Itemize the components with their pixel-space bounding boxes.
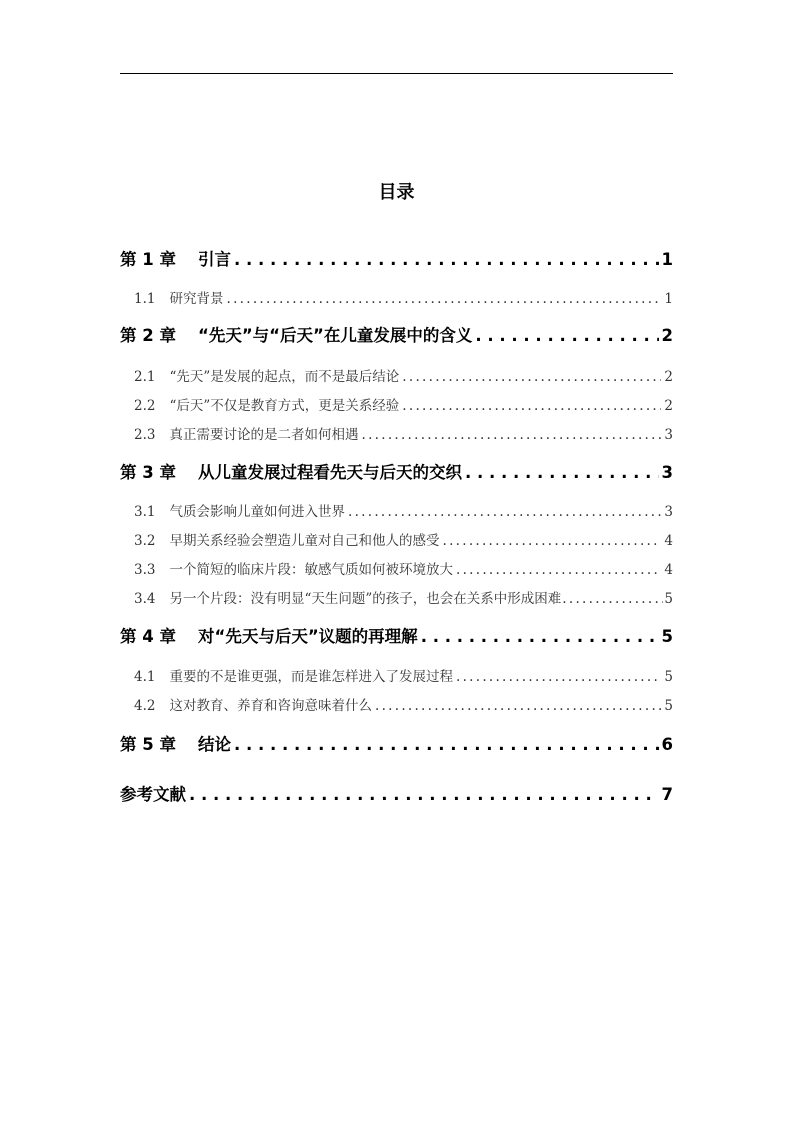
toc-entry-label xyxy=(120,322,472,346)
leader-dots xyxy=(465,463,659,482)
leader-dots xyxy=(234,250,659,269)
toc-page-number: 2 xyxy=(664,398,673,414)
leader-dots xyxy=(402,369,661,385)
toc-entry-number: 4.2 xyxy=(134,698,156,714)
toc-entry-number: 4.1 xyxy=(134,669,156,685)
toc-entry-number: 3.2 xyxy=(134,533,156,549)
toc-entry[interactable] xyxy=(134,500,673,520)
leader-dots xyxy=(456,669,661,685)
toc-entry-text: “后天”不仅是教育方式，更是关系经验 xyxy=(169,398,400,414)
toc-entry-number: 2.1 xyxy=(134,369,156,385)
toc-entry-text: 早期关系经验会塑造儿童对自己和他人的感受 xyxy=(169,533,440,549)
toc-entry[interactable] xyxy=(134,423,673,443)
toc-page-number: 2 xyxy=(664,369,673,385)
toc-entry[interactable] xyxy=(120,623,673,647)
toc-entry-label xyxy=(134,500,345,520)
toc-entry-text: 参考文献 xyxy=(120,785,186,804)
leader-dots xyxy=(456,562,661,578)
toc-entry[interactable] xyxy=(120,459,673,483)
leader-dots xyxy=(402,398,661,414)
toc-entry[interactable] xyxy=(134,287,673,307)
toc-page-number: 3 xyxy=(664,427,673,443)
toc-entry-label xyxy=(134,423,358,443)
toc-entry-number: 3.4 xyxy=(134,591,156,607)
toc-entry-number: 第 1 章 xyxy=(120,250,176,269)
toc-entry-text: 对“先天与后天”议题的再理解 xyxy=(197,627,418,646)
toc-entry[interactable] xyxy=(134,587,673,607)
toc-entry-label xyxy=(134,665,453,685)
toc-page-number: 4 xyxy=(664,562,673,578)
toc-entry-text: 从儿童发展过程看先天与后天的交织 xyxy=(197,463,462,482)
toc-entry[interactable] xyxy=(134,665,673,685)
toc-entry-text: “先天”与“后天”在儿童发展中的含义 xyxy=(197,326,473,345)
toc-entry-label xyxy=(120,781,186,805)
toc-entry-number: 1.1 xyxy=(134,291,156,307)
toc-entry-text: “先天”是发展的起点，而不是最后结论 xyxy=(169,369,400,385)
toc-entry[interactable] xyxy=(134,365,673,385)
toc-entry[interactable] xyxy=(134,529,673,549)
leader-dots xyxy=(189,785,659,804)
toc-entry-text: 真正需要讨论的是二者如何相遇 xyxy=(169,427,359,443)
toc-entry-text: 一个简短的临床片段：敏感气质如何被环境放大 xyxy=(169,562,453,578)
toc-title: 目录 xyxy=(378,182,415,203)
toc-entry[interactable] xyxy=(120,322,673,346)
leader-dots xyxy=(421,627,659,646)
toc-entry-text: 另一个片段：没有明显“天生问题”的孩子，也会在关系中形成困难 xyxy=(169,591,562,607)
toc-entry[interactable] xyxy=(120,781,673,805)
toc-page-number: 5 xyxy=(664,591,673,607)
toc-entry-number: 第 5 章 xyxy=(120,735,176,754)
toc-page-number: 5 xyxy=(661,627,673,646)
leader-dots xyxy=(375,698,661,714)
toc-entry-label xyxy=(120,459,462,483)
toc-page-number: 3 xyxy=(661,463,673,482)
toc-entry-text: 这对教育、养育和咨询意味着什么 xyxy=(169,698,372,714)
toc-entry-label xyxy=(134,694,372,714)
toc-entry-text: 引言 xyxy=(197,250,231,269)
toc-entry-label xyxy=(134,365,399,385)
toc-entry-number: 第 3 章 xyxy=(120,463,176,482)
toc-page-number: 7 xyxy=(661,785,673,804)
toc-entry-label xyxy=(134,394,399,414)
toc-page-number: 2 xyxy=(661,326,673,345)
toc-entry-label xyxy=(120,246,231,270)
leader-dots xyxy=(234,735,659,754)
toc-entry-number: 第 4 章 xyxy=(120,627,176,646)
toc-page-number: 5 xyxy=(664,698,673,714)
leader-dots xyxy=(361,427,661,443)
toc-entry-number: 第 2 章 xyxy=(120,326,176,345)
toc-entry-text: 结论 xyxy=(197,735,231,754)
leader-dots xyxy=(442,533,661,549)
toc-entry[interactable] xyxy=(134,694,673,714)
toc-entry-label xyxy=(134,287,223,307)
toc-entry[interactable] xyxy=(120,731,673,755)
toc-entry[interactable] xyxy=(134,394,673,414)
toc-page-number: 4 xyxy=(664,533,673,549)
header-rule xyxy=(120,73,673,74)
toc-entry-number: 2.3 xyxy=(134,427,156,443)
leader-dots xyxy=(475,326,658,345)
toc-entry-text: 研究背景 xyxy=(169,291,224,307)
leader-dots xyxy=(348,504,661,520)
toc-page-number: 1 xyxy=(661,250,673,269)
toc-entry-label xyxy=(120,623,418,647)
toc-entry-text: 气质会影响儿童如何进入世界 xyxy=(169,504,345,520)
toc-page-number: 5 xyxy=(664,669,673,685)
toc-entry-label xyxy=(120,731,231,755)
toc-entry-number: 2.2 xyxy=(134,398,156,414)
toc-entry-number: 3.1 xyxy=(134,504,156,520)
toc-entry[interactable] xyxy=(134,558,673,578)
toc-page-number: 3 xyxy=(664,504,673,520)
toc-entry-label xyxy=(134,529,439,549)
toc-page-number: 6 xyxy=(661,735,673,754)
toc-page-number: 1 xyxy=(664,291,673,307)
toc-entry-label xyxy=(134,558,453,578)
toc-entry-label xyxy=(134,587,561,607)
toc-entry-number: 3.3 xyxy=(134,562,156,578)
toc-entry-text: 重要的不是谁更强，而是谁怎样进入了发展过程 xyxy=(169,669,453,685)
leader-dots xyxy=(226,291,661,307)
leader-dots xyxy=(562,591,663,607)
toc-entry[interactable] xyxy=(120,246,673,270)
